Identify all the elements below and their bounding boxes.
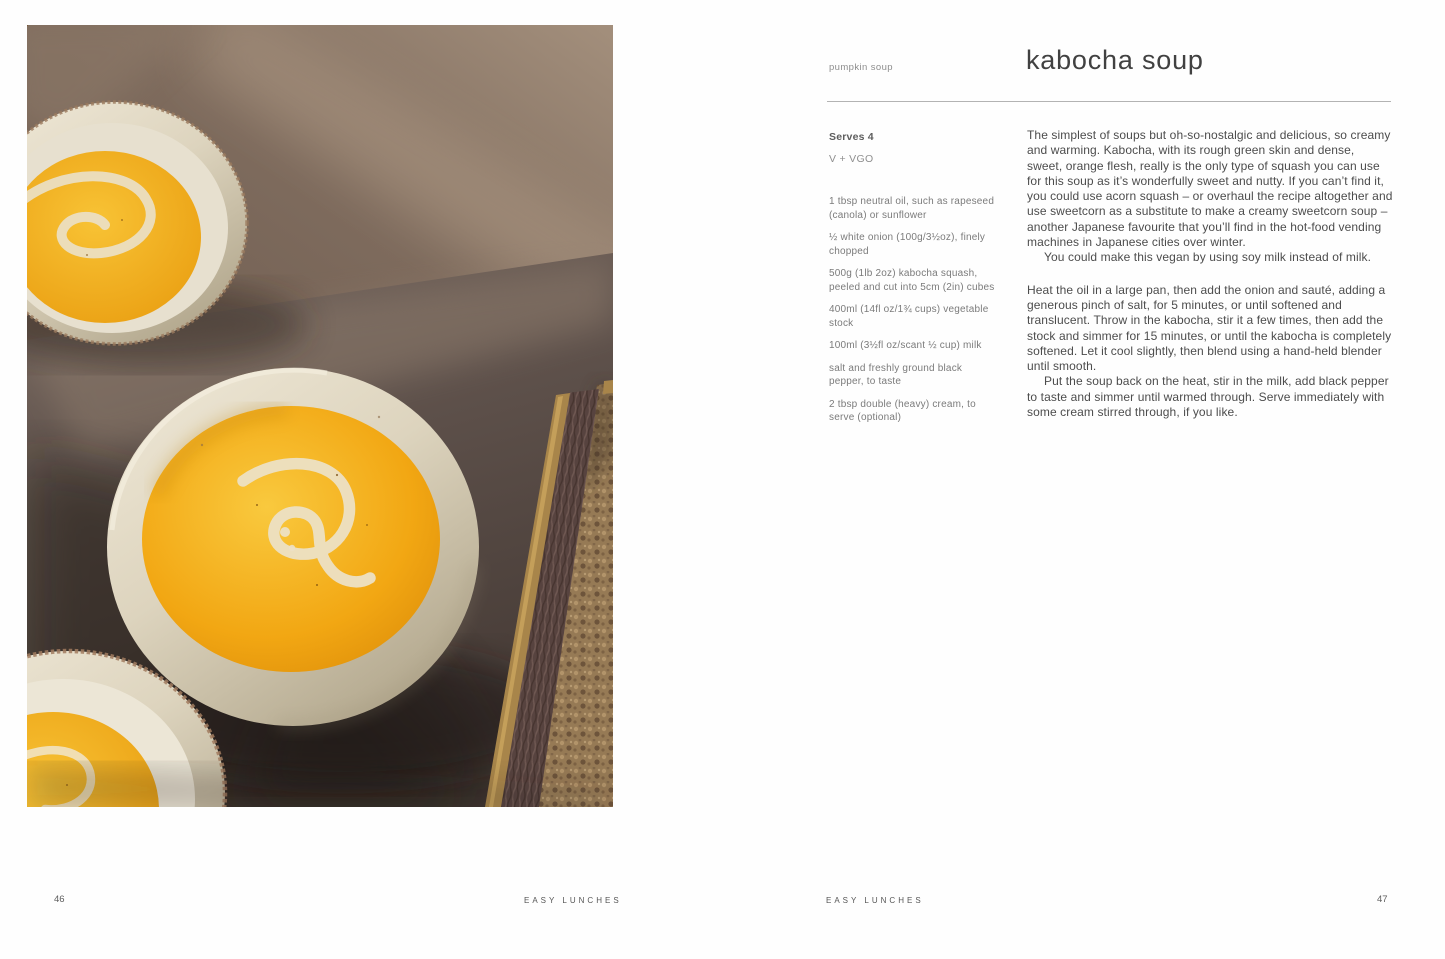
ingredient-item: 400ml (14fl oz/1¾ cups) vegetable stock <box>829 304 989 329</box>
ingredient-item: 500g (1lb 2oz) kabocha squash, peeled and cut into 5cm (2in) cubes <box>829 268 995 293</box>
diet-label: V + VGO <box>829 153 874 165</box>
soup-photo-graphic <box>27 25 613 807</box>
method-paragraph: Put the soup back on the heat, stir in the milk, add black pepper to taste and simmer until warmed through. Serve immediately with some cream stirred through, if you like. <box>1027 374 1389 420</box>
header-rule <box>827 101 1391 102</box>
method-block <box>1027 283 1393 421</box>
intro-block <box>1027 128 1393 266</box>
recipe-title: kabocha soup <box>1026 45 1204 75</box>
ingredient-item: 100ml (3½fl oz/scant ½ cup) milk <box>829 340 982 351</box>
ingredient-item: 1 tbsp neutral oil, such as rapeseed (canola) or sunflower <box>829 196 995 221</box>
ingredient-item: salt and freshly ground black pepper, to taste <box>829 362 963 387</box>
soup-photo <box>27 25 613 807</box>
category-label: pumpkin soup <box>829 62 893 73</box>
serves-label: Serves 4 <box>829 131 874 143</box>
running-head-left: EASY LUNCHES <box>524 896 622 905</box>
running-head-right: EASY LUNCHES <box>826 896 924 905</box>
page-number-right: 47 <box>1377 894 1388 905</box>
intro-paragraph: The simplest of soups but oh-so-nostalgic and delicious, so creamy and warming. Kabocha, with its rough green skin and dense, sweet, orange flesh, really is the only type of squash you can use for this soup as it’s wonderfully sweet and nutty. If you can’t find it, you could use acorn squash – or overhaul the recipe altogether and use sweetcorn as a substitute to make a creamy sweetcorn soup – another Japanese favourite that you’ll find in the hot-food vending machines in Japanese cities over winter. <box>1027 128 1393 250</box>
page-number-left: 46 <box>54 894 65 905</box>
intro-paragraph: You could make this vegan by using soy milk instead of milk. <box>1044 250 1372 265</box>
method-paragraph: Heat the oil in a large pan, then add the onion and sauté, adding a generous pinch of salt, for 5 minutes, or until softened and translucent. Throw in the kabocha, stir it a few times, then add the stock and simmer for 15 minutes, or until the kabocha is completely softened. Let it cool slightly, then blend using a hand-held blender until smooth. <box>1027 282 1392 374</box>
recipe-body <box>1027 128 1393 420</box>
ingredients-list <box>829 195 999 434</box>
ingredient-item: 2 tbsp double (heavy) cream, to serve (optional) <box>829 398 976 423</box>
ingredient-item: ½ white onion (100g/3½oz), finely chopped <box>829 232 986 257</box>
